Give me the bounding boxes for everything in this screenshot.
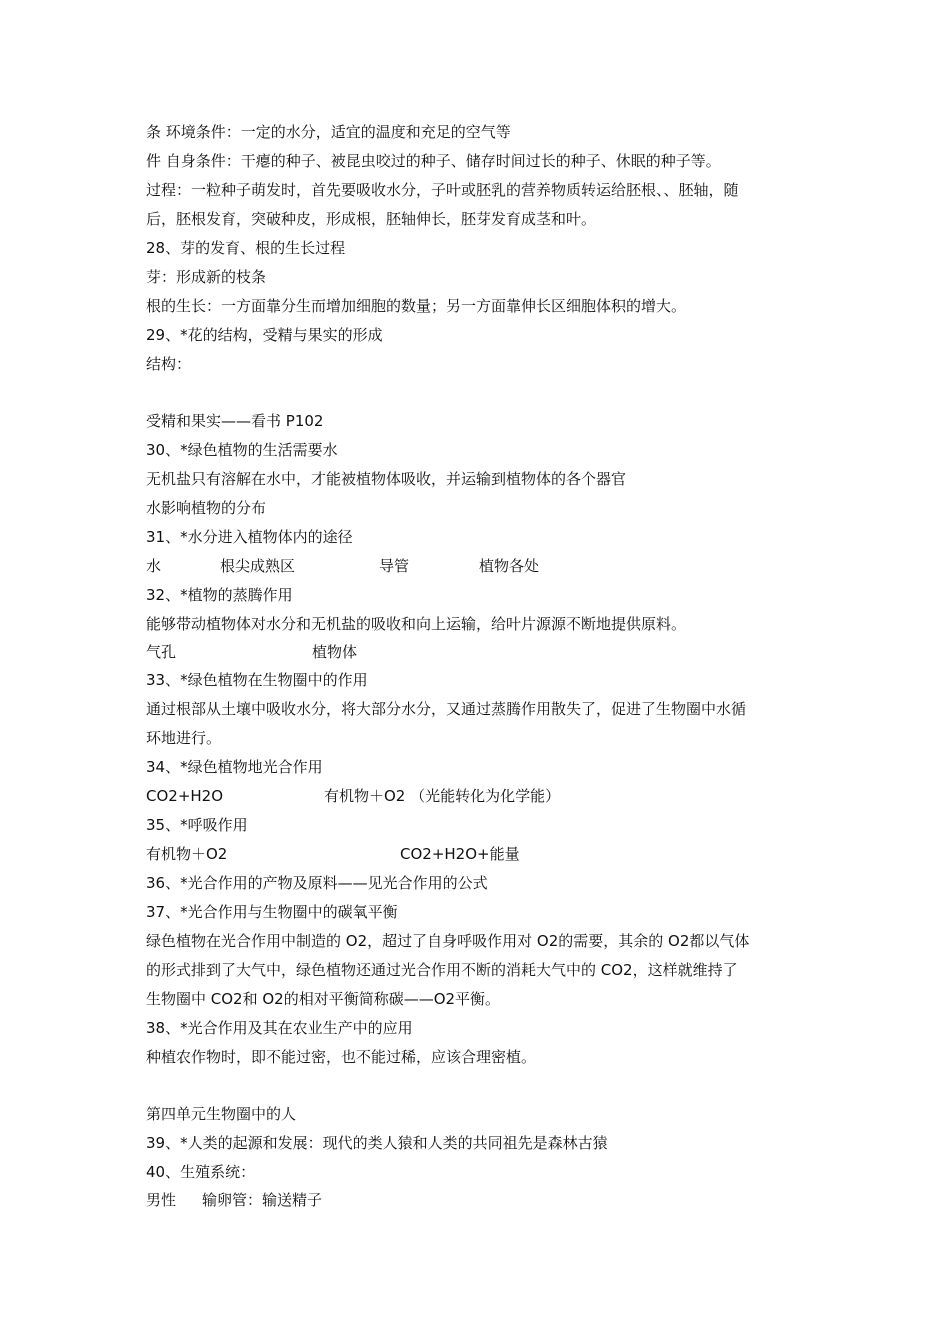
text-line: 水影响植物的分布: [146, 499, 267, 517]
equation-products: CO2+H2O+能量: [400, 845, 520, 863]
text-line: 绿色植物在光合作用中制造的 O2，超过了自身呼吸作用对 O2的需要，其余的 O2都以气体: [146, 932, 750, 950]
section-heading: 33、*绿色植物在生物圈中的作用: [146, 671, 368, 689]
text-line: 环地进行。: [146, 729, 222, 747]
section-heading: 36、*光合作用的产物及原料——见光合作用的公式: [146, 874, 488, 892]
text-line: 后，胚根发育，突破种皮，形成根，胚轴伸长，胚芽发育成茎和叶。: [146, 210, 597, 228]
pathway-step: 水: [146, 557, 162, 575]
text-line: 种植农作物时，即不能过密，也不能过稀，应该合理密植。: [146, 1048, 537, 1066]
section-heading: 29、*花的结构，受精与果实的形成: [146, 326, 383, 344]
text-line: 通过根部从土壤中吸收水分，将大部分水分，又通过蒸腾作用散失了，促进了生物圈中水循: [146, 700, 747, 718]
text-line: 过程：一粒种子萌发时，首先要吸收水分，子叶或胚乳的营养物质转运给胚根、、胚轴，随: [146, 181, 739, 199]
section-heading: 32、*植物的蒸腾作用: [146, 586, 293, 604]
text-line: 条 环境条件：一定的水分，适宜的温度和充足的空气等: [146, 123, 511, 141]
pathway-row: [146, 642, 846, 662]
text-line: 能够带动植物体对水分和无机盐的吸收和向上运输，给叶片源源不断地提供原料。: [146, 615, 687, 633]
pathway-step: 根尖成熟区: [220, 557, 296, 575]
pathway-step: 气孔: [146, 643, 177, 661]
text-line: 结构：: [146, 355, 192, 373]
section-heading: 30、*绿色植物的生活需要水: [146, 441, 338, 459]
section-heading: 35、*呼吸作用: [146, 816, 248, 834]
equation-row: [146, 844, 846, 864]
text-line: 件 自身条件：干瘪的种子、被昆虫咬过的种子、储存时间过长的种子、休眠的种子等。: [146, 152, 721, 170]
text-line: 无机盐只有溶解在水中，才能被植物体吸收，并运输到植物体的各个器官: [146, 470, 627, 488]
section-heading: 34、*绿色植物地光合作用: [146, 758, 323, 776]
text-line: 根的生长：一方面靠分生而增加细胞的数量；另一方面靠伸长区细胞体积的增大。: [146, 297, 687, 315]
text-line: 受精和果实——看书 P102: [146, 412, 324, 430]
text-line: 芽：形成新的枝条: [146, 268, 267, 286]
pathway-step: 植物各处: [479, 557, 540, 575]
equation-products: 有机物＋O2 （光能转化为化学能）: [324, 787, 561, 805]
text-line: 的形式排到了大气中，绿色植物还通过光合作用不断的消耗大气中的 CO2，这样就维持了: [146, 961, 738, 979]
section-heading: 40、生殖系统：: [146, 1163, 256, 1181]
section-heading: 38、*光合作用及其在农业生产中的应用: [146, 1019, 413, 1037]
equation-reactants: 有机物＋O2: [146, 845, 228, 863]
unit-heading: 第四单元生物圈中的人: [146, 1105, 297, 1123]
section-heading: 31、*水分进入植物体内的途径: [146, 528, 353, 546]
equation-reactants: CO2+H2O: [146, 787, 224, 805]
list-row: [146, 1190, 846, 1210]
pathway-step: 植物体: [312, 643, 358, 661]
section-heading: 39、*人类的起源和发展：现代的类人猿和人类的共同祖先是森林古猿: [146, 1134, 608, 1152]
equation-row: [146, 786, 846, 806]
list-value: 输卵管：输送精子: [202, 1191, 323, 1209]
text-line: 生物圈中 CO2和 O2的相对平衡简称碳——O2平衡。: [146, 990, 501, 1008]
section-heading: 37、*光合作用与生物圈中的碳氧平衡: [146, 903, 398, 921]
pathway-row: [146, 556, 846, 576]
list-label: 男性: [146, 1191, 177, 1209]
section-heading: 28、芽的发育、根的生长过程: [146, 239, 346, 257]
pathway-step: 导管: [379, 557, 410, 575]
